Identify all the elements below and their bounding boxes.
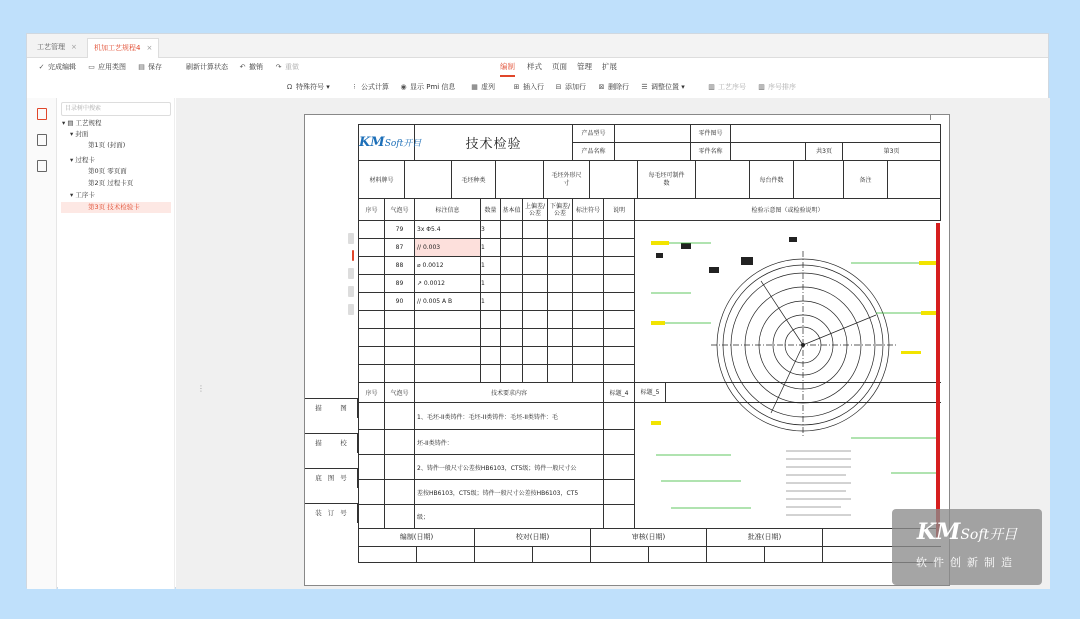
cell[interactable] [523, 347, 548, 365]
tree-node-cover[interactable]: ▾ 封面 [70, 130, 89, 138]
cell[interactable] [359, 275, 385, 293]
label: 插入行 [523, 83, 544, 91]
cell[interactable] [523, 257, 548, 275]
cell[interactable] [359, 221, 385, 239]
cell[interactable] [548, 293, 573, 311]
tree-node-page0[interactable]: 第0页 零页面 [88, 167, 127, 175]
cell[interactable] [415, 311, 481, 329]
req-line[interactable]: 级； [415, 505, 604, 529]
cell[interactable] [359, 455, 385, 480]
cell[interactable]: 89 [385, 275, 415, 293]
main-toolbar [27, 59, 1048, 79]
cell[interactable] [604, 480, 635, 505]
cell[interactable]: 79 [385, 221, 415, 239]
cell[interactable]: ⌀ 0.0012 [415, 257, 481, 275]
cell[interactable]: // 0.005 A B [415, 293, 481, 311]
redo-icon: ↷ [275, 63, 282, 71]
req-line[interactable]: 坯-II类铸件： [415, 430, 604, 455]
part-drawing-svg [651, 223, 936, 539]
cell[interactable] [523, 275, 548, 293]
tab-label: 机加工艺规程4 [94, 44, 141, 52]
show-pmi-button[interactable] [399, 79, 455, 95]
close-icon[interactable]: × [146, 44, 153, 52]
col-desc: 说明 [604, 199, 635, 221]
adjust-position-button[interactable] [640, 79, 685, 95]
product-model-label: 产品型号 [573, 125, 615, 142]
check-icon: ✓ [38, 63, 45, 71]
material-row [359, 161, 941, 199]
cell[interactable] [604, 365, 635, 383]
cell[interactable] [501, 239, 523, 257]
cell[interactable] [573, 275, 604, 293]
material-grade-value[interactable] [405, 161, 452, 198]
blank-size-label: 毛坯外形尺寸 [544, 161, 590, 198]
cell[interactable]: 1 [481, 293, 501, 311]
cell[interactable] [604, 403, 635, 430]
part-drawing-no-label: 零件图号 [691, 125, 731, 142]
cell[interactable]: 3 [481, 221, 501, 239]
label: 保存 [148, 63, 162, 71]
tree-node-page3[interactable]: 第3页 技术检验卡 [61, 202, 171, 213]
side-label-trace-check: 描 校 [305, 433, 358, 453]
process-no-button[interactable] [707, 79, 746, 95]
col-nominal: 基本值 [501, 199, 523, 221]
cell[interactable] [359, 430, 385, 455]
cell-selected[interactable]: // 0.003 [415, 239, 481, 257]
refresh-status-button[interactable] [186, 59, 228, 75]
tab-process-management[interactable] [31, 38, 83, 58]
cell[interactable] [385, 455, 415, 480]
watermark-soft: Soft开目 [960, 527, 1018, 543]
sign-cell[interactable] [707, 547, 765, 562]
cell[interactable] [385, 347, 415, 365]
chevron-down-icon: ▾ [681, 83, 685, 91]
cell[interactable] [385, 311, 415, 329]
grid-icon: ▦ [471, 83, 478, 91]
cell[interactable] [604, 275, 635, 293]
label: 撤销 [249, 63, 263, 71]
label: 工艺序号 [718, 83, 746, 91]
cell[interactable] [573, 347, 604, 365]
insert-row-icon: ⊞ [513, 83, 520, 91]
apply-template-button[interactable] [87, 59, 126, 75]
undo-button[interactable] [238, 59, 263, 75]
seq-order-button[interactable] [757, 79, 796, 95]
cell[interactable] [523, 311, 548, 329]
delete-row-button[interactable] [597, 79, 629, 95]
cell[interactable]: 3x Φ5.4 [415, 221, 481, 239]
tree-node-operation-card[interactable]: ▾ 工序卡 [70, 191, 95, 199]
cell[interactable] [604, 293, 635, 311]
req-col-tag4: 标题_4 [604, 383, 635, 403]
cell[interactable] [523, 239, 548, 257]
cell[interactable] [359, 347, 385, 365]
sign-cell[interactable] [359, 547, 417, 562]
logo [359, 125, 422, 161]
cell[interactable] [359, 257, 385, 275]
product-name-label: 产品名称 [573, 143, 615, 160]
header-row-2 [573, 143, 941, 161]
close-icon[interactable]: × [71, 43, 77, 51]
finish-edit-button[interactable] [37, 59, 76, 75]
cell[interactable]: 1 [481, 239, 501, 257]
chevron-down-icon: ▾ [326, 83, 330, 91]
total-pages: 共3页 [806, 143, 843, 160]
cell[interactable] [548, 239, 573, 257]
cell[interactable]: 1 [481, 275, 501, 293]
cell[interactable] [501, 347, 523, 365]
label: 封面 [75, 130, 89, 138]
cell[interactable] [359, 480, 385, 505]
cell[interactable] [548, 311, 573, 329]
label: 序号排序 [768, 83, 796, 91]
cell[interactable] [385, 403, 415, 430]
cell[interactable] [548, 275, 573, 293]
per-machine-label: 每台件数 [750, 161, 794, 198]
side-label-trace: 描 图 [305, 398, 358, 418]
cell[interactable] [573, 257, 604, 275]
edit-toolbar [27, 79, 1048, 97]
cell[interactable] [604, 455, 635, 480]
parts-per-blank-value[interactable] [696, 161, 750, 198]
col-seq: 序号 [359, 199, 385, 221]
sign-cell[interactable] [591, 547, 649, 562]
req-line[interactable]: 2、铸件一般尺寸公差按HB6103，CT5级；铸件一般尺寸公 [415, 455, 604, 480]
cell[interactable] [415, 329, 481, 347]
cell[interactable] [481, 329, 501, 347]
cell[interactable] [523, 365, 548, 383]
material-grade-label: 材料牌号 [359, 161, 405, 198]
sign-cell[interactable] [649, 547, 707, 562]
number-icon: ▥ [708, 83, 715, 91]
menu-extend[interactable]: 扩展 [602, 62, 617, 71]
req-col-tag5: 标题_5 [635, 383, 666, 402]
cell[interactable] [359, 239, 385, 257]
formula-button[interactable] [350, 79, 389, 95]
watermark-slogan: 软件创新制造 [916, 556, 1018, 569]
omega-icon: Ω [286, 83, 293, 91]
eye-icon: ◉ [400, 83, 407, 91]
cell[interactable] [501, 221, 523, 239]
cell[interactable] [573, 365, 604, 383]
label: 调整位置 [651, 83, 679, 91]
document-icon[interactable] [37, 108, 47, 120]
parts-per-blank-label: 每毛坯可制件数 [638, 161, 696, 198]
logo-soft: Soft开目 [384, 139, 422, 149]
sign-cell[interactable] [765, 547, 823, 562]
logo-km: KM [359, 135, 385, 150]
cell[interactable] [359, 505, 385, 529]
sheet-title [415, 125, 573, 161]
save-icon: ▤ [138, 63, 145, 71]
req-col-seq: 序号 [359, 383, 385, 403]
cell[interactable] [573, 293, 604, 311]
label: 工艺规程 [75, 119, 102, 127]
cell[interactable] [548, 329, 573, 347]
part-name-value[interactable] [731, 143, 806, 160]
cell[interactable] [604, 329, 635, 347]
cell[interactable] [359, 329, 385, 347]
cell[interactable] [523, 221, 548, 239]
cell[interactable] [385, 480, 415, 505]
tree-node-cover-page[interactable]: 第1页 (封面) [88, 141, 126, 149]
cell[interactable] [501, 329, 523, 347]
cell[interactable] [604, 239, 635, 257]
cell[interactable] [481, 347, 501, 365]
row-handle-selected[interactable] [352, 250, 354, 261]
col-diagram: 检验示意图（或检验说明） [635, 199, 941, 221]
cell[interactable]: 88 [385, 257, 415, 275]
cell[interactable] [548, 365, 573, 383]
check-date-label: 校对(日期) [475, 529, 591, 546]
label: 刷新计算状态 [186, 63, 228, 71]
cell[interactable] [415, 347, 481, 365]
cell[interactable] [604, 311, 635, 329]
divider [930, 115, 931, 120]
cell[interactable]: ↗ 0.0012 [415, 275, 481, 293]
cell[interactable]: 87 [385, 239, 415, 257]
label: 虚列 [481, 83, 495, 91]
delete-row-icon: ⊠ [598, 83, 605, 91]
part-drawing-no-value[interactable] [731, 125, 940, 142]
label: 添加行 [565, 83, 586, 91]
tree-node-process-card[interactable]: ▾ 过程卡 [70, 156, 95, 164]
row-handle[interactable] [348, 233, 354, 244]
cell[interactable] [573, 239, 604, 257]
label: 完成编辑 [48, 63, 76, 71]
product-name-value[interactable] [615, 143, 691, 160]
template-icon: ▭ [88, 63, 95, 71]
file-icon[interactable] [37, 160, 47, 172]
cell[interactable] [359, 365, 385, 383]
cell[interactable] [604, 221, 635, 239]
tab-machining-process[interactable] [87, 38, 159, 58]
cell[interactable] [501, 365, 523, 383]
sign-cell[interactable] [533, 547, 591, 562]
menu-manage[interactable]: 管理 [577, 62, 592, 71]
remarks-value[interactable] [888, 161, 940, 198]
cell[interactable] [501, 293, 523, 311]
cell[interactable] [385, 430, 415, 455]
label: 工序卡 [75, 191, 95, 199]
tab-label: 工艺管理 [37, 43, 65, 51]
page-right-marker [936, 223, 940, 539]
part-name-label: 零件名称 [691, 143, 731, 160]
cell[interactable]: 90 [385, 293, 415, 311]
cell[interactable] [573, 221, 604, 239]
watermark-logo [892, 519, 1042, 548]
cell[interactable] [385, 505, 415, 529]
label: 重做 [285, 63, 299, 71]
watermark-km: KM [916, 519, 961, 545]
req-col-content: 技术要求内容 [415, 383, 604, 403]
align-icon: ☰ [641, 83, 648, 91]
menu-style[interactable]: 样式 [527, 62, 542, 71]
cell[interactable] [604, 257, 635, 275]
req-col-bubble: 气泡号 [385, 383, 415, 403]
review-date-label: 审核(日期) [591, 529, 707, 546]
sign-cell[interactable] [417, 547, 475, 562]
cell[interactable]: 1 [481, 257, 501, 275]
tree-node-root[interactable]: ▾ ▤ 工艺规程 [62, 119, 102, 127]
sign-cell[interactable] [475, 547, 533, 562]
tree-search-input[interactable]: 目录树中搜索 [61, 102, 171, 116]
req-line[interactable]: 差按HB6103，CT5级；铸件一般尺寸公差按HB6103，CT5 [415, 480, 604, 505]
app-window [26, 33, 1049, 588]
cell[interactable] [481, 365, 501, 383]
formula-icon: ⁝ [353, 83, 356, 91]
cell[interactable] [548, 257, 573, 275]
cell[interactable] [415, 365, 481, 383]
cell[interactable] [385, 329, 415, 347]
label: 特殊符号 [296, 83, 324, 91]
cell[interactable] [481, 311, 501, 329]
add-row-icon: ⊟ [555, 83, 562, 91]
blank-type-label: 毛坯种类 [452, 161, 496, 198]
blank-size-value[interactable] [590, 161, 638, 198]
cell[interactable] [359, 311, 385, 329]
signature-values [359, 547, 941, 563]
cell[interactable] [523, 293, 548, 311]
redo-button[interactable] [274, 59, 299, 75]
col-qty: 数量 [481, 199, 501, 221]
title-text: 技术检验 [465, 137, 522, 152]
label: 删除行 [608, 83, 629, 91]
label: 显示 Pmi 信息 [410, 83, 456, 91]
blank-type-value[interactable] [496, 161, 544, 198]
cell[interactable] [501, 257, 523, 275]
cell[interactable] [548, 221, 573, 239]
cell[interactable] [501, 275, 523, 293]
cell[interactable] [604, 505, 635, 529]
cell[interactable] [385, 365, 415, 383]
tree-node-page2[interactable]: 第2页 过程卡页 [88, 179, 134, 187]
label: 应用类图 [98, 63, 126, 71]
cell[interactable] [604, 430, 635, 455]
menu-compile[interactable]: 编制 [500, 59, 515, 77]
col-symbol: 标注符号 [573, 199, 604, 221]
list-icon[interactable] [37, 134, 47, 146]
row-handle[interactable] [348, 304, 354, 315]
per-machine-value[interactable] [794, 161, 844, 198]
add-row-button[interactable] [554, 79, 586, 95]
col-upper: 上偏差/公差 [523, 199, 548, 221]
approve-date-label: 批准(日期) [707, 529, 823, 546]
undo-icon: ↶ [239, 63, 246, 71]
row-handle[interactable] [348, 286, 354, 297]
save-button[interactable] [137, 59, 162, 75]
col-lower: 下偏差/公差 [548, 199, 573, 221]
header-row-1 [573, 125, 941, 143]
cell[interactable] [359, 293, 385, 311]
cell[interactable] [573, 311, 604, 329]
directory-tree [58, 98, 175, 589]
inspection-sheet-page [304, 114, 950, 586]
cell[interactable] [604, 347, 635, 365]
signature-value-row [359, 547, 941, 563]
panel-splitter-handle[interactable]: ⋮ [197, 384, 205, 393]
page-number: 第3页 [883, 148, 900, 155]
cell[interactable] [523, 329, 548, 347]
gauge-button[interactable] [470, 79, 495, 95]
col-note: 标注信息 [415, 199, 481, 221]
insert-row-button[interactable] [512, 79, 544, 95]
product-model-value[interactable] [615, 125, 691, 142]
side-label-binding: 装订号 [305, 503, 358, 523]
label: 过程卡 [75, 156, 95, 164]
col-bubble: 气泡号 [385, 199, 415, 221]
cell[interactable] [501, 311, 523, 329]
side-label-base-drawing: 底图号 [305, 468, 358, 488]
left-icon-strip [27, 98, 57, 589]
special-symbol-button[interactable] [285, 79, 330, 95]
menu-page[interactable]: 页面 [552, 62, 567, 71]
row-handle[interactable] [348, 268, 354, 279]
remarks-label: 备注 [844, 161, 888, 198]
label: 公式计算 [361, 83, 389, 91]
tab-bar [27, 34, 1048, 58]
cell[interactable] [359, 403, 385, 430]
req-line[interactable]: 1、毛坯-II类铸件：毛坯-II类铸件：毛坯-II类铸件：毛 [415, 403, 604, 430]
cell[interactable] [573, 329, 604, 347]
company-watermark [892, 509, 1042, 585]
sort-icon: ▥ [758, 83, 765, 91]
compile-date-label: 编制(日期) [359, 529, 475, 546]
inspection-diagram[interactable] [651, 223, 936, 539]
cell[interactable] [548, 347, 573, 365]
